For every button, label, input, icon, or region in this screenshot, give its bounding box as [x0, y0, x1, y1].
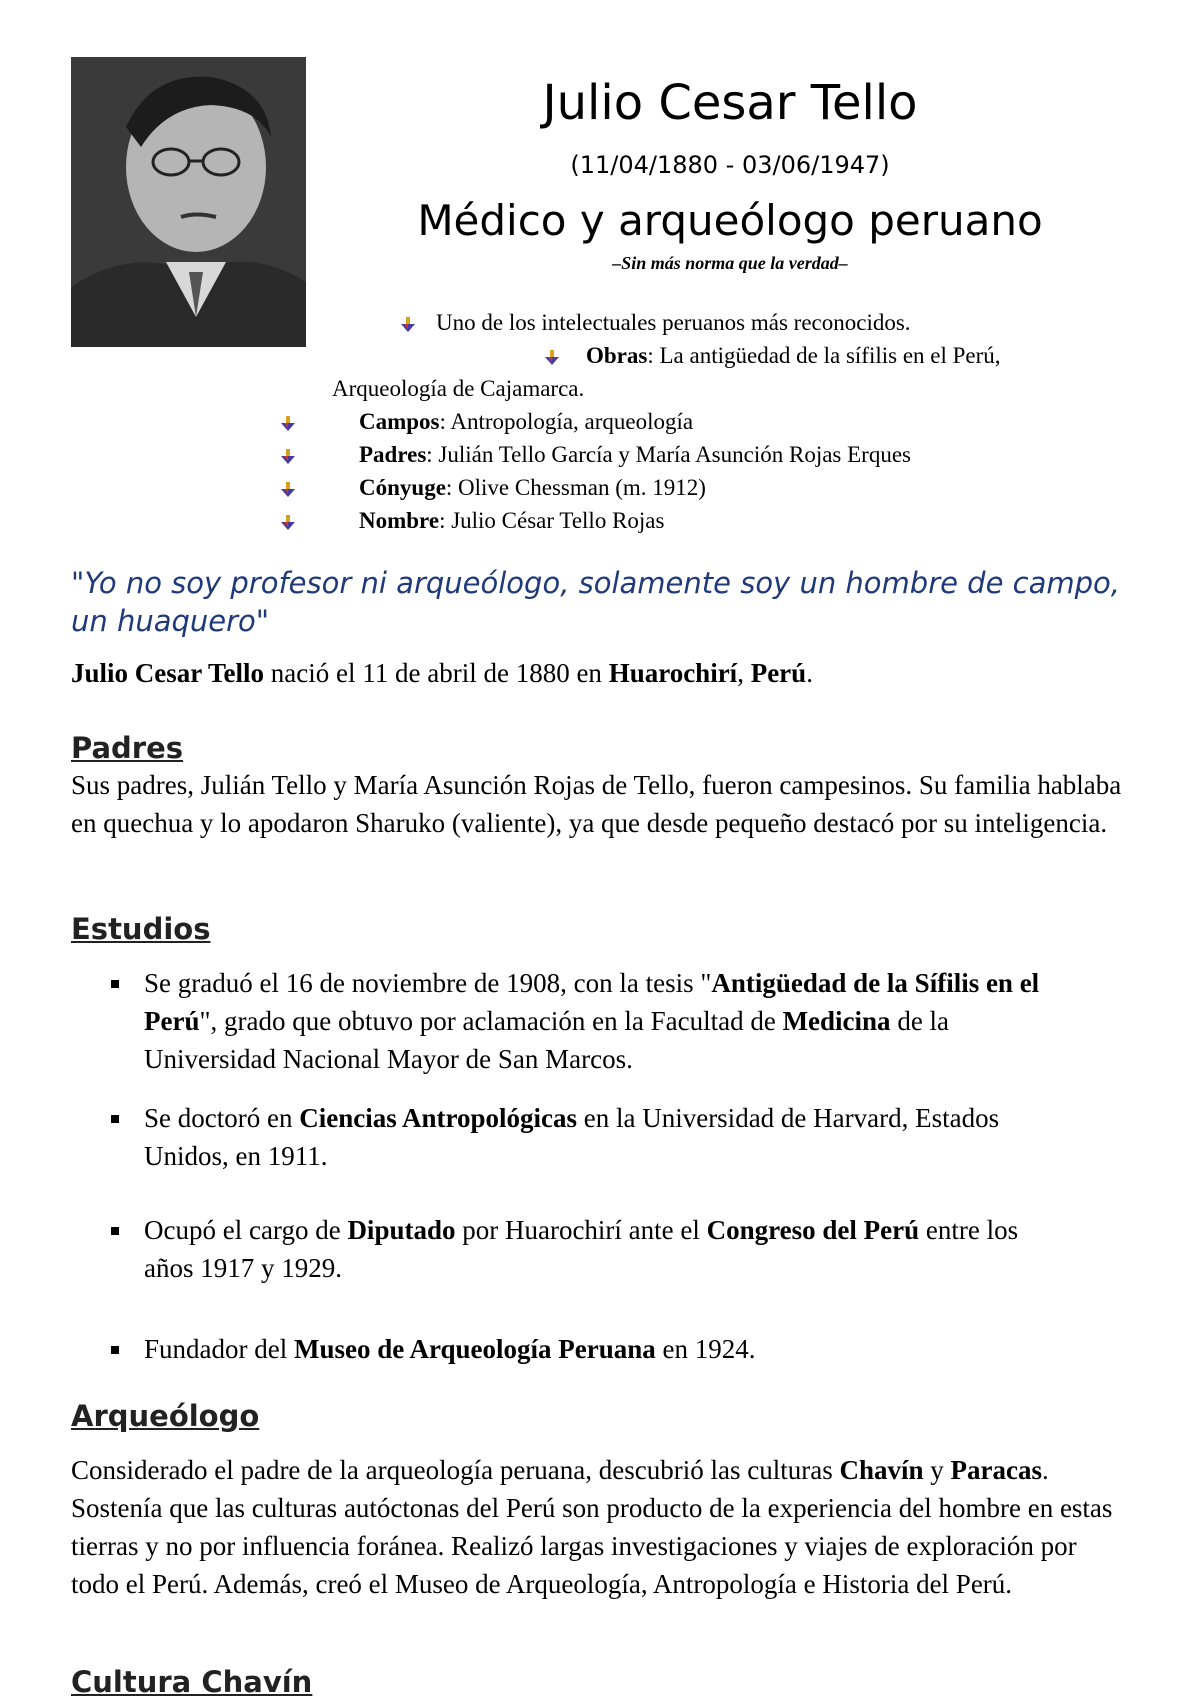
arqueologo-paragraph	[71, 1451, 1131, 1603]
birth-text-3: .	[806, 658, 813, 688]
fact-obras-value: : La antigüedad de la sífilis en el Perú,	[647, 343, 1001, 368]
estudios-item-1-text-e: de la Universidad Nacional Mayor de San Marcos.	[144, 1006, 950, 1074]
quote: "Yo no soy profesor ni arqueólogo, solamente soy un hombre de campo, un huaquero"	[71, 566, 1120, 638]
fact-padres-label: Padres	[359, 442, 427, 467]
square-bullet-icon	[111, 1227, 119, 1235]
heading-arqueologo: Arqueólogo	[71, 1399, 260, 1433]
estudios-item-doctorate	[144, 1099, 1084, 1175]
estudios-item-1-text-a: Se graduó el 16 de noviembre de 1908, con la tesis "	[144, 968, 712, 998]
estudios-item-1-thesis: Antigüedad de la Sífilis en el Perú	[144, 968, 1040, 1036]
fact-conyuge-value: : Olive Chessman (m. 1912)	[445, 475, 706, 500]
birth-name: Julio Cesar Tello	[71, 658, 265, 688]
birth-place-town: Huarochirí	[608, 658, 738, 688]
estudios-item-2-text-a: Se doctoró en	[144, 1103, 300, 1133]
portrait-photo	[71, 57, 306, 347]
fact-campos	[359, 407, 693, 437]
estudios-item-museum	[144, 1330, 1104, 1368]
square-bullet-icon	[111, 1346, 119, 1354]
arqueologo-text-c: y	[923, 1455, 951, 1485]
fact-nombre-label: Nombre	[359, 508, 440, 533]
estudios-item-deputy	[144, 1211, 1024, 1287]
estudios-item-3-text-a: Ocupó el cargo de	[144, 1215, 348, 1245]
square-bullet-icon	[111, 1115, 119, 1123]
culture-paracas: Paracas	[950, 1455, 1042, 1485]
fact-obras-continued: Arqueología de Cajamarca.	[332, 376, 585, 401]
estudios-item-graduation	[144, 964, 1084, 1078]
estudios-item-2-field: Ciencias Antropológicas	[299, 1103, 577, 1133]
birth-sentence	[71, 656, 813, 690]
birth-place-country: Perú	[750, 658, 807, 688]
estudios-item-3-text-e: entre los años 1917 y 1929.	[144, 1215, 1019, 1283]
fact-obras-label: Obras	[586, 343, 648, 368]
estudios-item-2-text-c: en la Universidad de Harvard, Estados Unidos, en 1911.	[144, 1103, 1000, 1171]
arrow-bullet-icon	[281, 449, 295, 465]
fact-campos-label: Campos	[359, 409, 440, 434]
heading-estudios: Estudios	[71, 912, 211, 946]
arrow-bullet-icon	[281, 416, 295, 432]
subtitle: Médico y arqueólogo peruano	[417, 196, 1043, 245]
fact-padres	[359, 440, 911, 470]
fact-nombre	[359, 506, 664, 536]
estudios-item-3-text-c: por Huarochirí ante el	[455, 1215, 707, 1245]
fact-obras	[586, 341, 1001, 371]
estudios-item-4-text-a: Fundador del	[144, 1334, 294, 1364]
fact-campos-value: : Antropología, arqueología	[439, 409, 694, 434]
fact-conyuge-label: Cónyuge	[359, 475, 446, 500]
estudios-item-1-faculty: Medicina	[782, 1006, 891, 1036]
fact-padres-value: : Julián Tello García y María Asunción Rojas Erques	[426, 442, 911, 467]
life-dates: (11/04/1880 - 03/06/1947)	[570, 151, 890, 179]
arrow-bullet-icon	[281, 515, 295, 531]
estudios-item-1-text-c: ", grado que obtuvo por aclamación en la Facultad de	[199, 1006, 783, 1036]
motto: –Sin más norma que la verdad–	[612, 253, 848, 273]
arrow-bullet-icon	[281, 482, 295, 498]
arqueologo-text-e: . Sostenía que las culturas autóctonas del Perú son producto de la experiencia del hombre en estas tierras y no por influencia foránea. Realizó largas investigaciones y viajes de exploración por todo el Perú. Además, creó el Museo de Arqueología, Antropología e Historia del Perú.	[71, 1455, 1113, 1599]
estudios-item-3-role: Diputado	[347, 1215, 456, 1245]
fact-intro: Uno de los intelectuales peruanos más reconocidos.	[436, 310, 911, 335]
estudios-item-3-congress: Congreso del Perú	[706, 1215, 920, 1245]
estudios-item-4-text-c: en 1924.	[655, 1334, 756, 1364]
arqueologo-text-a: Considerado el padre de la arqueología peruana, descubrió las culturas	[71, 1455, 840, 1485]
estudios-item-4-museum: Museo de Arqueología Peruana	[293, 1334, 656, 1364]
fact-nombre-value: : Julio César Tello Rojas	[439, 508, 665, 533]
arrow-bullet-icon	[401, 317, 415, 333]
padres-paragraph: Sus padres, Julián Tello y María Asunción Rojas de Tello, fueron campesinos. Su familia hablaba en quechua y lo apodaron Sharuko (valiente), ya que desde pequeño destacó por su inteligencia.	[71, 770, 1122, 838]
birth-text-1: nació el 11 de abril de 1880 en	[264, 658, 609, 688]
page-title: Julio Cesar Tello	[542, 75, 918, 131]
square-bullet-icon	[111, 980, 119, 988]
arrow-bullet-icon	[545, 350, 559, 366]
birth-text-2: ,	[737, 658, 751, 688]
fact-conyuge	[359, 473, 706, 503]
heading-cultura-chavin: Cultura Chavín	[71, 1665, 313, 1699]
heading-padres: Padres	[71, 731, 184, 765]
culture-chavin: Chavín	[839, 1455, 924, 1485]
